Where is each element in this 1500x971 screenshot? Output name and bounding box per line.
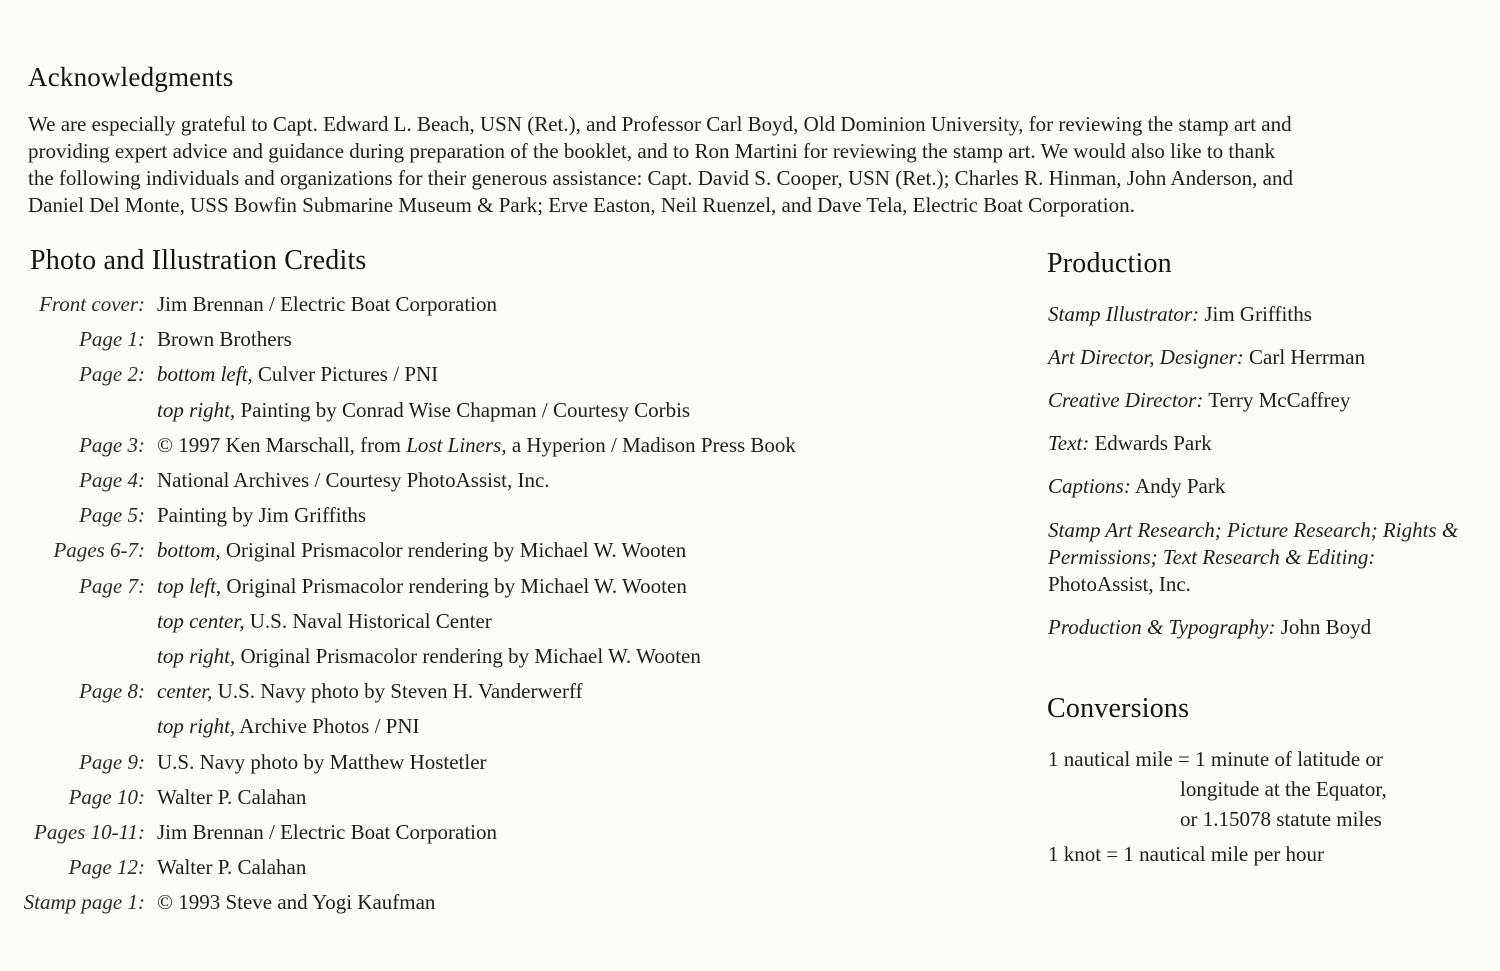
credit-page-label: Page 3:	[79, 432, 145, 457]
credit-source	[157, 644, 701, 669]
credit-position-note: top center,	[157, 608, 245, 633]
production-item	[1048, 517, 1468, 598]
acknowledgments-heading: Acknowledgments	[28, 62, 234, 92]
credit-source	[157, 398, 690, 423]
credit-row	[0, 468, 900, 503]
credit-row	[0, 538, 900, 573]
credit-page-label: Page 5:	[79, 503, 145, 528]
credit-source	[157, 785, 306, 810]
credit-source	[157, 292, 497, 317]
credit-source	[157, 679, 583, 704]
credit-row	[0, 714, 900, 749]
credit-row	[0, 292, 900, 327]
production-role: Art Director, Designer:	[1048, 345, 1244, 369]
credit-position-note: bottom left,	[157, 362, 253, 387]
credit-source	[157, 433, 796, 458]
credit-position-note: center,	[157, 679, 213, 704]
acknowledgments-paragraph	[28, 111, 1468, 219]
credit-page-label: Page 9:	[79, 749, 145, 774]
credit-source	[157, 750, 487, 775]
credit-text: Walter P. Calahan	[157, 784, 307, 809]
production-role: Stamp Illustrator:	[1048, 302, 1200, 326]
acknowledgments-line: providing expert advice and guidance during preparation of the booklet, and to Ron Martini for reviewing the stamp art. We would also like to thank	[28, 139, 1276, 163]
production-role: Text:	[1048, 431, 1090, 455]
credit-position-note: bottom,	[157, 538, 221, 563]
credit-row	[0, 433, 900, 468]
credit-source	[157, 855, 306, 880]
credit-text: Original Prismacolor rendering by Michael W. Wooten	[225, 538, 687, 563]
credit-position-note: top right,	[157, 714, 236, 739]
credit-row	[0, 890, 900, 925]
credit-text: © 1997 Ken Marschall, from	[157, 432, 401, 457]
credit-row	[0, 820, 900, 855]
credit-page-label: Front cover:	[39, 292, 145, 316]
production-item	[1048, 387, 1350, 414]
production-item	[1048, 430, 1212, 457]
credit-source	[157, 820, 497, 845]
production-name: PhotoAssist, Inc.	[1048, 572, 1191, 596]
credit-page-label: Page 12:	[68, 855, 145, 880]
credit-text: Painting by Jim Griffiths	[157, 503, 367, 528]
credit-row	[0, 785, 900, 820]
credit-source	[157, 714, 420, 739]
production-item	[1048, 614, 1371, 641]
credit-page-label: Page 1:	[79, 327, 145, 352]
credit-text: Original Prismacolor rendering by Michael W. Wooten	[240, 644, 701, 668]
production-name: Edwards Park	[1094, 431, 1212, 455]
credit-text: Jim Brennan / Electric Boat Corporation	[157, 820, 497, 844]
production-role: Production & Typography:	[1048, 615, 1276, 639]
credit-text: U.S. Naval Historical Center	[249, 608, 492, 633]
credit-row	[0, 609, 900, 644]
production-name: John Boyd	[1280, 615, 1372, 639]
credit-text: National Archives / Courtesy PhotoAssist, Inc.	[157, 468, 550, 492]
credit-row	[0, 362, 900, 397]
credit-text: U.S. Navy photo by Matthew Hostetler	[157, 749, 487, 774]
production-name: Jim Griffiths	[1204, 302, 1312, 326]
production-heading: Production	[1047, 248, 1172, 279]
credit-page-label: Stamp page 1:	[23, 890, 145, 915]
credits-heading: Photo and Illustration Credits	[30, 245, 367, 276]
credit-source	[157, 574, 687, 599]
credit-page-label: Page 2:	[79, 362, 145, 387]
conversion-line: or 1.15078 statute miles	[1180, 807, 1382, 831]
production-role: Stamp Art Research; Picture Research; Rights & Permissions; Text Research & Editing:	[1048, 518, 1459, 569]
production-item	[1048, 344, 1365, 371]
credit-text: Painting by Conrad Wise Chapman / Courtesy Corbis	[240, 397, 691, 422]
conversion-line: 1 knot = 1 nautical mile per hour	[1048, 842, 1325, 866]
production-role: Creative Director:	[1048, 388, 1204, 412]
credit-page-label: Pages 10-11:	[34, 820, 145, 844]
credit-page-label: Page 7:	[79, 573, 145, 598]
credit-page-label: Page 4:	[79, 468, 145, 492]
credit-text: Culver Pictures / PNI	[257, 362, 439, 387]
credit-position-note: top right,	[157, 644, 236, 668]
credit-row	[0, 855, 900, 890]
credit-source	[157, 609, 492, 634]
credit-source	[157, 468, 550, 493]
production-name: Andy Park	[1134, 474, 1226, 498]
credit-text: Jim Brennan / Electric Boat Corporation	[157, 292, 497, 316]
credit-row	[0, 327, 900, 362]
credit-row	[0, 398, 900, 433]
credit-source	[157, 503, 366, 528]
credit-text-after: a Hyperion / Madison Press Book	[511, 432, 796, 457]
production-item	[1048, 473, 1225, 500]
conversion-line: 1 nautical mile = 1 minute of latitude or	[1048, 747, 1383, 771]
acknowledgments-line: We are especially grateful to Capt. Edward L. Beach, USN (Ret.), and Professor Carl Boyd, Old Dominion University, for reviewing the stamp art and	[28, 112, 1292, 136]
credit-text: Walter P. Calahan	[157, 855, 307, 880]
credit-row	[0, 503, 900, 538]
acknowledgments-line: the following individuals and organizations for their generous assistance: Capt. David S. Cooper, USN (Ret.); Charles R. Hinman, John Anderson, and	[28, 166, 1293, 190]
credit-text: Brown Brothers	[157, 327, 292, 352]
credit-position-note: top left,	[157, 573, 222, 598]
credit-page-label: Pages 6-7:	[53, 538, 145, 563]
production-item	[1048, 301, 1312, 328]
credit-book-title: Lost Liners,	[406, 432, 507, 457]
credit-text: Original Prismacolor rendering by Michael W. Wooten	[226, 573, 687, 598]
credit-row	[0, 644, 900, 679]
credit-source	[157, 890, 435, 915]
credit-source	[157, 327, 292, 352]
credit-page-label: Page 8:	[79, 679, 145, 704]
credit-text: Archive Photos / PNI	[239, 714, 420, 739]
credit-source	[157, 362, 438, 387]
production-name: Carl Herrman	[1249, 345, 1366, 369]
credit-page-label: Page 10:	[68, 784, 145, 809]
credit-row	[0, 574, 900, 609]
conversions-heading: Conversions	[1047, 693, 1190, 724]
acknowledgments-line: Daniel Del Monte, USS Bowfin Submarine Museum & Park; Erve Easton, Neil Ruenzel, and Dave Tela, Electric Boat Corporation.	[28, 193, 1135, 217]
production-role: Captions:	[1048, 474, 1131, 498]
credit-row	[0, 750, 900, 785]
credit-row	[0, 679, 900, 714]
credit-text: © 1993 Steve and Yogi Kaufman	[157, 890, 436, 915]
conversion-line: longitude at the Equator,	[1180, 777, 1387, 801]
credit-position-note: top right,	[157, 397, 236, 422]
production-name: Terry McCaffrey	[1208, 388, 1351, 412]
credit-source	[157, 538, 686, 563]
credit-text: U.S. Navy photo by Steven H. Vanderwerff	[217, 679, 583, 704]
